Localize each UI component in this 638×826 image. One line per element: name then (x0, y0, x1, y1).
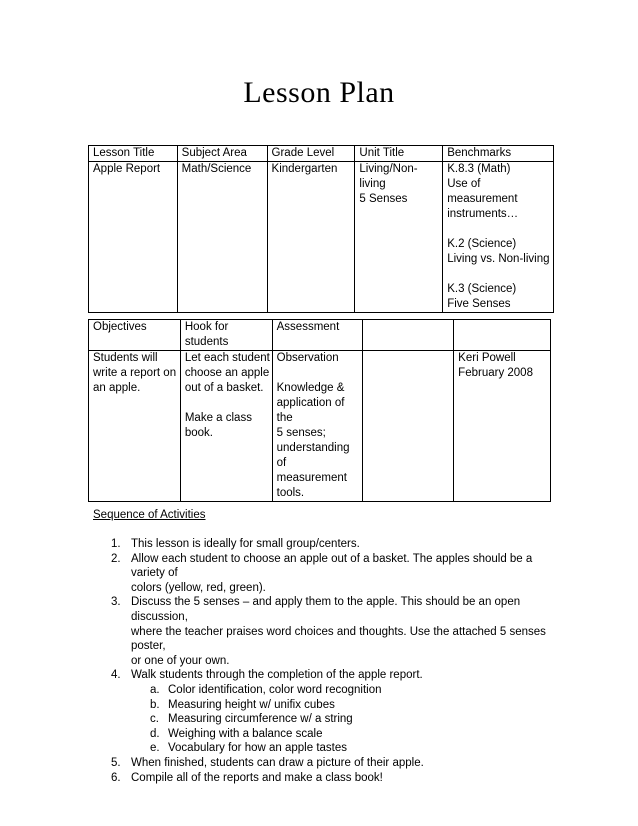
step-text-line: where the teacher praises word choices and thoughts. Use the attached 5 senses poster, (131, 625, 546, 653)
hook-line: choose an apple (184, 367, 270, 379)
unit-title-line: 5 Senses (359, 193, 408, 205)
author-date: February 2008 (458, 367, 533, 379)
header-benchmarks: Benchmarks (443, 146, 554, 162)
header-lesson-title: Lesson Title (89, 146, 178, 162)
cell-hook (180, 351, 272, 502)
lesson-info-table (88, 145, 554, 313)
unit-title-line: Living/Non-living (359, 163, 418, 190)
benchmark-line: K.8.3 (Math) (447, 163, 511, 175)
sub-step-text: Vocabulary for how an apple tastes (168, 742, 348, 755)
cell-author (454, 351, 551, 502)
assessment-line: application of the (276, 397, 345, 424)
sub-step-letter: e. (150, 742, 160, 755)
sub-step (150, 741, 551, 756)
cell-subject-area: Math/Science (177, 162, 267, 313)
step-text-line: Allow each student to choose an apple out of a basket. The apples should be a variety of (131, 552, 533, 580)
sub-step (150, 727, 551, 742)
assessment-line: tools. (276, 487, 305, 499)
benchmark-math (447, 162, 553, 222)
step-number: 3. (111, 596, 121, 609)
hook-line: Make a class (184, 412, 252, 424)
activity-steps-list (111, 537, 551, 785)
benchmark-line: Use of measurement (447, 178, 518, 205)
assessment-line: 5 senses; (276, 427, 326, 439)
step-number: 1. (111, 538, 121, 550)
sequence-heading: Sequence of Activities (93, 509, 206, 521)
lesson-details-header-row (89, 320, 551, 351)
sub-step-text: Measuring circumference w/ a string (168, 713, 353, 726)
benchmark-line: Living vs. Non-living (447, 253, 550, 265)
sub-step (150, 683, 551, 698)
header-subject-area: Subject Area (177, 146, 267, 162)
sub-step-letter: b. (150, 698, 160, 711)
cell-empty (362, 351, 454, 502)
benchmark-science-senses (447, 282, 553, 312)
sub-step-letter: d. (150, 727, 160, 740)
header-unit-title: Unit Title (355, 146, 443, 162)
sub-step (150, 712, 551, 727)
hook-paragraph (185, 411, 272, 441)
assessment-line: understanding of (276, 442, 350, 469)
step-text-line: Compile all of the reports and make a class book! (131, 771, 383, 784)
assessment-line: Observation (276, 352, 339, 364)
activity-step (111, 537, 551, 552)
step-text-line: When finished, students can draw a picture of their apple. (131, 756, 424, 769)
activity-step (111, 595, 551, 668)
benchmark-line: K.3 (Science) (447, 283, 517, 295)
benchmark-line: Five Senses (447, 298, 511, 310)
header-hook: Hook for students (180, 320, 272, 351)
step-number: 4. (111, 669, 121, 682)
step-text-line: This lesson is ideally for small group/centers. (131, 538, 360, 550)
header-grade-level: Grade Level (267, 146, 355, 162)
objective-line: an apple. (93, 382, 141, 394)
lesson-details-table (88, 319, 551, 502)
benchmark-line: instruments… (447, 208, 519, 220)
objective-line: Students will (93, 352, 158, 364)
step-text-line: Discuss the 5 senses – and apply them to the apple. This should be an open discussion, (131, 596, 521, 623)
page-title: Lesson Plan (243, 76, 395, 109)
objective-line: write a report on (93, 367, 177, 379)
cell-objectives (89, 351, 181, 502)
step-number: 2. (111, 552, 121, 565)
cell-benchmarks (443, 162, 554, 313)
author-name: Keri Powell (458, 352, 516, 364)
step-number: 5. (111, 756, 121, 769)
assessment-paragraph (277, 351, 362, 366)
sub-step-letter: c. (150, 713, 159, 726)
sub-step-text: Weighing with a balance scale (168, 727, 323, 740)
sub-step-text: Measuring height w/ unifix cubes (168, 698, 335, 711)
sub-step-list (131, 683, 551, 756)
hook-line: out of a basket. (184, 382, 264, 394)
step-text-line: Walk students through the completion of the apple report. (131, 669, 423, 682)
header-assessment: Assessment (272, 320, 362, 351)
activity-step (111, 552, 551, 596)
benchmark-science-living (447, 237, 553, 267)
activity-step (111, 771, 551, 786)
hook-line: book. (184, 427, 213, 439)
cell-unit-title (355, 162, 443, 313)
lesson-info-header-row (89, 146, 554, 162)
step-text-line: or one of your own. (131, 654, 230, 667)
cell-lesson-title: Apple Report (89, 162, 178, 313)
cell-grade-level: Kindergarten (267, 162, 355, 313)
hook-line: Let each student (184, 352, 270, 364)
activity-step (111, 756, 551, 771)
hook-paragraph (185, 351, 272, 396)
lesson-info-row (89, 162, 554, 313)
activity-step (111, 668, 551, 756)
step-number: 6. (111, 771, 121, 784)
benchmark-line: K.2 (Science) (447, 238, 517, 250)
header-objectives: Objectives (89, 320, 181, 351)
sub-step-letter: a. (150, 683, 160, 696)
sub-step (150, 698, 551, 713)
step-text-line: colors (yellow, red, green). (131, 581, 266, 594)
sub-step-text: Color identification, color word recognition (168, 683, 382, 696)
header-empty (454, 320, 551, 351)
header-empty (362, 320, 454, 351)
assessment-paragraph (277, 381, 362, 501)
assessment-line: measurement (276, 472, 347, 484)
lesson-details-row (89, 351, 551, 502)
assessment-line: Knowledge & (276, 382, 345, 394)
cell-assessment (272, 351, 362, 502)
